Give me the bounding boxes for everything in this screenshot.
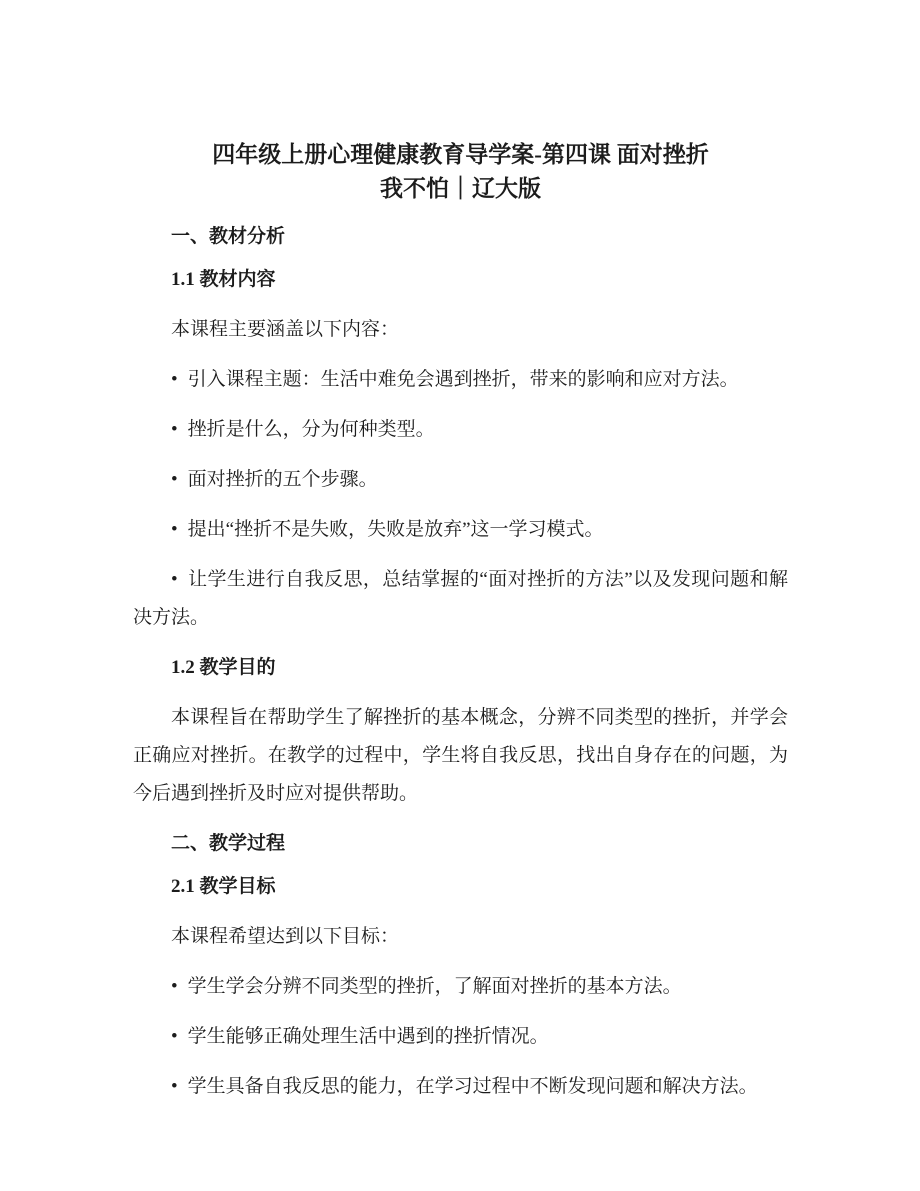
bullet-marker-icon: • bbox=[171, 569, 178, 590]
bullet-marker-icon: • bbox=[171, 469, 178, 490]
paragraph-intro-2-1: 本课程希望达到以下目标： bbox=[171, 926, 400, 947]
bullet-text: 面对挫折的五个步骤。 bbox=[187, 469, 378, 490]
bullet-item bbox=[133, 361, 788, 399]
bullet-marker-icon: • bbox=[171, 1076, 178, 1097]
bullet-text: 引入课程主题：生活中难免会遇到挫折，带来的影响和应对方法。 bbox=[187, 369, 739, 390]
bullet-item bbox=[133, 411, 788, 449]
subsection-heading-1-1: 1.1 教材内容 bbox=[171, 269, 276, 290]
bullet-item bbox=[133, 511, 788, 549]
bullet-text: 挫折是什么，分为何种类型。 bbox=[187, 419, 435, 440]
bullet-text: 学生学会分辨不同类型的挫折，了解面对挫折的基本方法。 bbox=[187, 976, 682, 997]
bullet-item bbox=[133, 461, 788, 499]
bullet-marker-icon: • bbox=[171, 419, 178, 440]
section-heading-1: 一、教材分析 bbox=[171, 226, 286, 247]
bullet-text: 学生具备自我反思的能力，在学习过程中不断发现问题和解决方法。 bbox=[187, 1076, 758, 1097]
bullet-text: 提出“挫折不是失败，失败是放弃”这一学习模式。 bbox=[187, 519, 604, 540]
paragraph-intro-1-1: 本课程主要涵盖以下内容： bbox=[171, 319, 400, 340]
bullet-text: 让学生进行自我反思，总结掌握的“面对挫折的方法”以及发现问题和解决方法。 bbox=[133, 569, 788, 628]
subsection-heading-1-2: 1.2 教学目的 bbox=[171, 657, 276, 678]
bullet-item bbox=[133, 1018, 788, 1056]
bullet-text: 学生能够正确处理生活中遇到的挫折情况。 bbox=[187, 1026, 549, 1047]
document-title-line2: 我不怕｜辽大版 bbox=[380, 176, 541, 201]
document-title bbox=[133, 138, 788, 206]
bullet-item bbox=[133, 968, 788, 1006]
bullet-item bbox=[133, 1068, 788, 1106]
section-heading-2: 二、教学过程 bbox=[171, 833, 286, 854]
paragraph-1-2: 本课程旨在帮助学生了解挫折的基本概念，分辨不同类型的挫折，并学会正确应对挫折。在教学的过程中，学生将自我反思，找出自身存在的问题，为今后遇到挫折及时应对提供帮助。 bbox=[133, 707, 788, 804]
bullet-item bbox=[133, 561, 788, 637]
document-title-line1: 四年级上册心理健康教育导学案-第四课 面对挫折 bbox=[212, 142, 709, 167]
bullet-marker-icon: • bbox=[171, 519, 178, 540]
subsection-heading-2-1: 2.1 教学目标 bbox=[171, 876, 276, 897]
bullet-marker-icon: • bbox=[171, 369, 178, 390]
bullet-marker-icon: • bbox=[171, 1026, 178, 1047]
bullet-marker-icon: • bbox=[171, 976, 178, 997]
